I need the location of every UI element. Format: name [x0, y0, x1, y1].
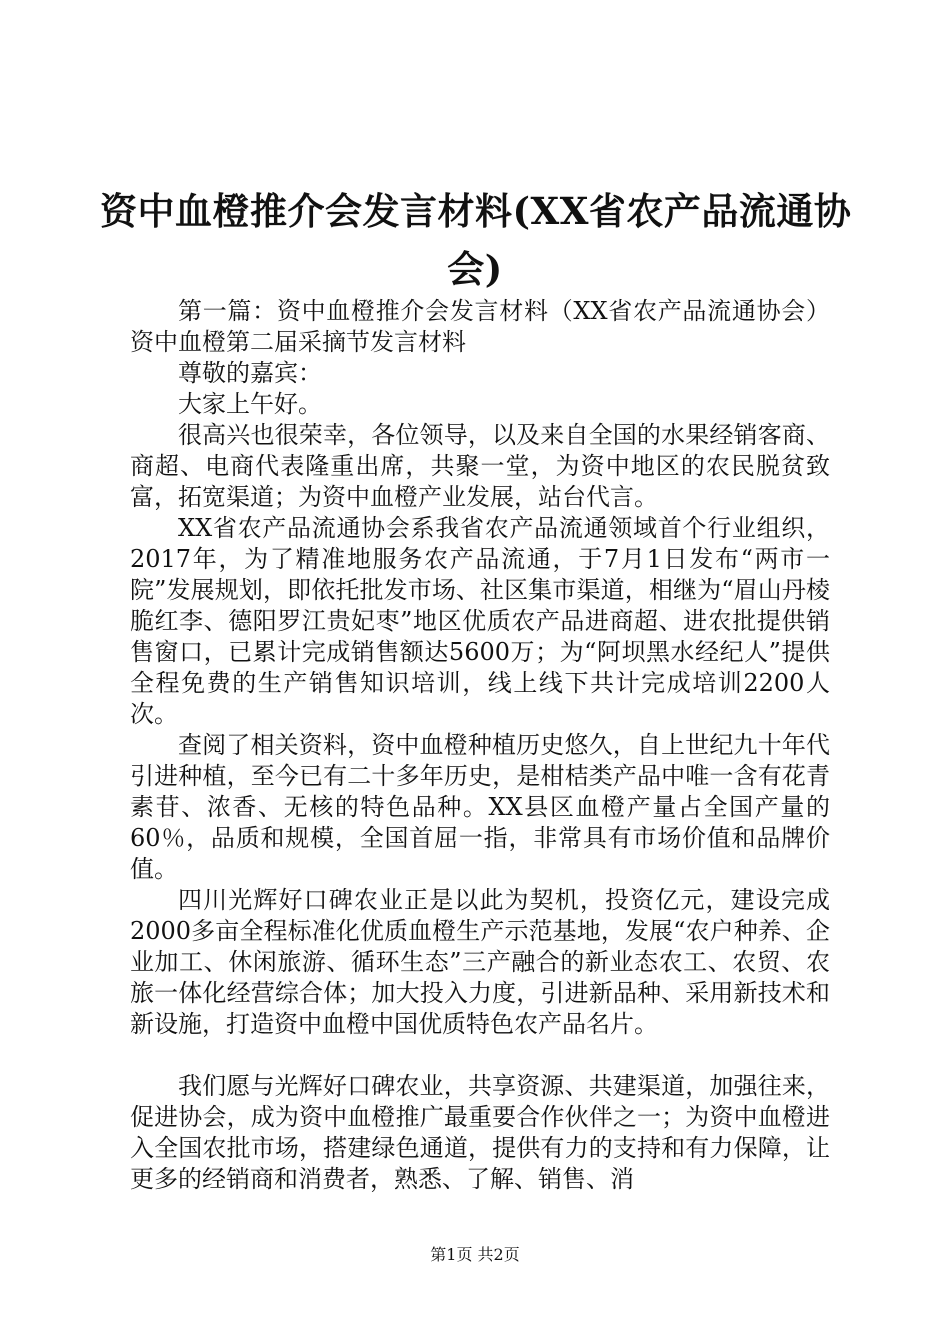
paragraph-spacer — [130, 1040, 830, 1071]
paragraph-heading: 第一篇：资中血橙推介会发言材料（XX省农产品流通协会）资中血橙第二届采摘节发言材料 — [130, 297, 830, 356]
paragraph-greeting: 大家上午好。 — [178, 390, 322, 418]
paragraph-body: 我们愿与光辉好口碑农业，共享资源、共建渠道，加强往来，促进协会，成为资中血橙推广最重要合作伙伴之一；为资中血橙进入全国农批市场，搭建绿色通道，提供有力的支持和有力保障，让更多的经销商和消费者，熟悉、了解、销售、消 — [130, 1072, 830, 1193]
page-footer: 第1页 共2页 — [430, 1245, 520, 1264]
paragraph-body: XX省农产品流通协会系我省农产品流通领域首个行业组织，2017年，为了精准地服务农产品流通，于7月1日发布“两市一院”发展规划，即依托批发市场、社区集市渠道，相继为“眉山丹棱脆红李、德阳罗江贵妃枣”地区优质农产品进商超、进农批提供销售窗口，已累计完成销售额达5600万；为“阿坝黑水经纪人”提供全程免费的生产销售知识培训，线上线下共计完成培训2200人次。 — [130, 514, 830, 728]
paragraph-salutation: 尊敬的嘉宾： — [178, 359, 322, 387]
document-body — [130, 296, 830, 1195]
paragraph-body: 很高兴也很荣幸，各位领导，以及来自全国的水果经销客商、商超、电商代表隆重出席，共聚一堂，为资中地区的农民脱贫致富，拓宽渠道；为资中血橙产业发展，站台代言。 — [130, 421, 830, 511]
document-title-line-2: 会) — [447, 247, 503, 291]
paragraph-body: 四川光辉好口碑农业正是以此为契机，投资亿元，建设完成2000多亩全程标准化优质血橙生产示范基地，发展“农户种养、企业加工、休闲旅游、循环生态”三产融合的新业态农工、农贸、农旅一体化经营综合体；加大投入力度，引进新品种、采用新技术和新设施，打造资中血橙中国优质特色农产品名片。 — [130, 886, 830, 1038]
paragraph-body: 查阅了相关资料，资中血橙种植历史悠久，自上世纪九十年代引进种植，至今已有二十多年历史，是柑桔类产品中唯一含有花青素苷、浓香、无核的特色品种。XX县区血橙产量占全国产量的60％，品质和规模，全国首屈一指，非常具有市场价值和品牌价值。 — [130, 731, 830, 883]
document-title-line-1: 资中血橙推介会发言材料(XX省农产品流通协 — [100, 189, 852, 233]
